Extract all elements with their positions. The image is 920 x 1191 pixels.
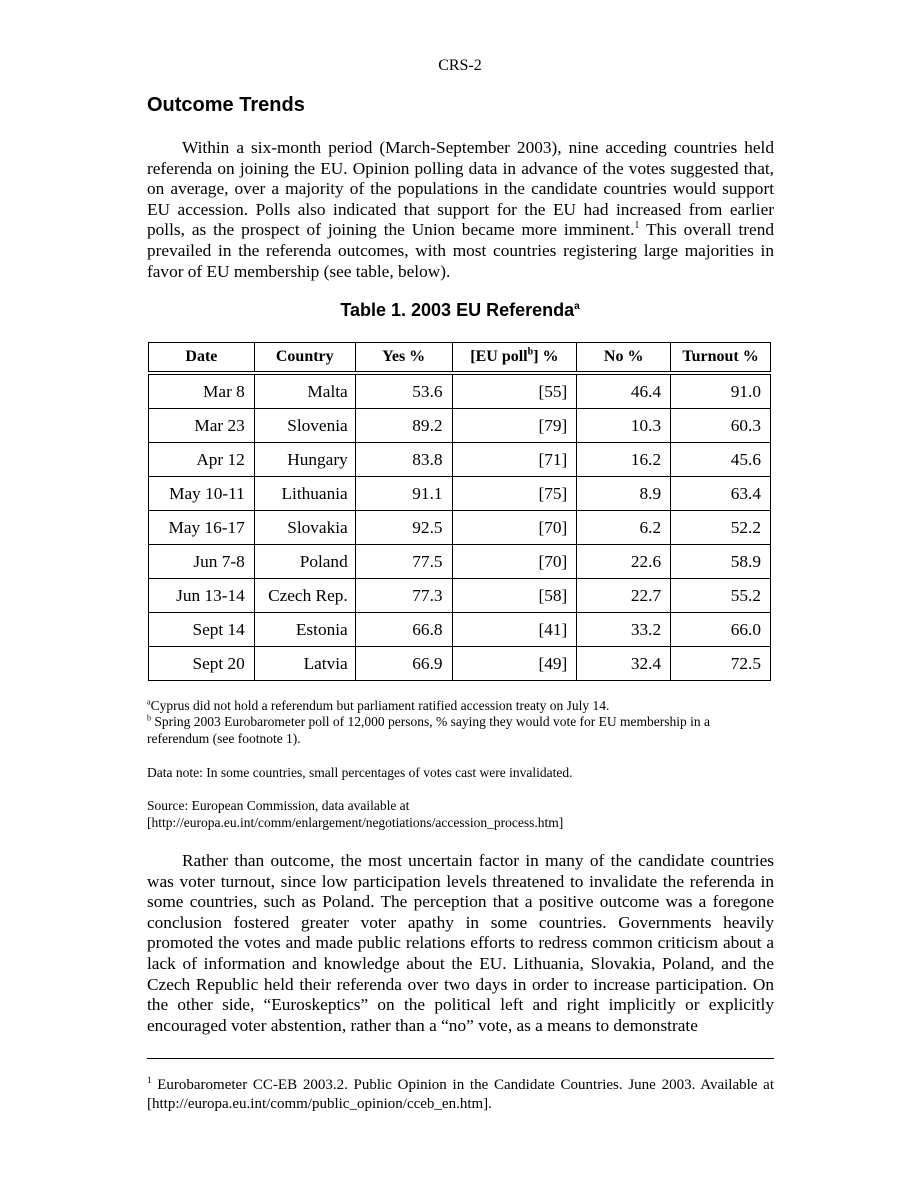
table-title-note-mark: a: [574, 301, 580, 312]
cell-date: Mar 23: [149, 409, 255, 443]
cell-no: 10.3: [577, 409, 671, 443]
cell-turnout: 60.3: [671, 409, 771, 443]
cell-no: 22.6: [577, 545, 671, 579]
intro-text-b: This overall trend prevailed in the referenda outcomes, with most countries registering large majorities in favor of EU membership (see table, below).: [147, 220, 774, 281]
cell-country: Hungary: [254, 443, 355, 477]
cell-yes: 89.2: [355, 409, 452, 443]
note-a-mark: a: [147, 697, 151, 707]
cell-yes: 53.6: [355, 373, 452, 409]
footnote-text: Eurobarometer CC-EB 2003.2. Public Opinion in the Candidate Countries. June 2003. Available at [http://europa.eu.int/comm/public_opinion/cceb_en.htm].: [147, 1077, 774, 1112]
cell-yes: 66.9: [355, 647, 452, 681]
page-footnote: [147, 1076, 774, 1114]
cell-country: Malta: [254, 373, 355, 409]
cell-yes: 77.3: [355, 579, 452, 613]
cell-date: Jun 7-8: [149, 545, 255, 579]
table-row: [149, 477, 771, 511]
cell-poll: [70]: [452, 511, 577, 545]
table-row: [149, 579, 771, 613]
cell-poll: [55]: [452, 373, 577, 409]
intro-paragraph: [147, 138, 774, 282]
cell-date: Sept 14: [149, 613, 255, 647]
table-row: [149, 511, 771, 545]
intro-text-a: Within a six-month period (March-September 2003), nine acceding countries held referenda on joining the EU. Opinion polling data in advance of the votes suggested that, on average, over a majority of the populations in the candidate countries would support EU accession. Polls also indicated that support for the EU had increased from earlier polls, as the prospect of joining the Union became more imminent.: [147, 138, 774, 240]
table-note-a: [147, 697, 774, 714]
cell-country: Slovakia: [254, 511, 355, 545]
cell-turnout: 52.2: [671, 511, 771, 545]
table-row: [149, 373, 771, 409]
cell-no: 6.2: [577, 511, 671, 545]
table-row: [149, 613, 771, 647]
cell-country: Latvia: [254, 647, 355, 681]
cell-date: Mar 8: [149, 373, 255, 409]
header-country: Country: [254, 343, 355, 374]
table-row: [149, 545, 771, 579]
header-yes: Yes %: [355, 343, 452, 374]
page-header: CRS-2: [438, 57, 482, 74]
cell-no: 16.2: [577, 443, 671, 477]
cell-no: 33.2: [577, 613, 671, 647]
table-header-row: [149, 343, 771, 374]
cell-poll: [49]: [452, 647, 577, 681]
header-eu-poll-note-mark: b: [527, 346, 534, 358]
cell-no: 8.9: [577, 477, 671, 511]
header-no: No %: [577, 343, 671, 374]
header-eu-poll-text: [EU poll: [470, 348, 528, 365]
cell-yes: 66.8: [355, 613, 452, 647]
cell-date: May 16-17: [149, 511, 255, 545]
cell-country: Lithuania: [254, 477, 355, 511]
cell-yes: 92.5: [355, 511, 452, 545]
table-note-b: [147, 713, 774, 747]
table-title-text: Table 1. 2003 EU Referenda: [340, 300, 575, 320]
note-b-text: Spring 2003 Eurobarometer poll of 12,000 persons, % saying they would vote for EU membership in a referendum (see footnote 1).: [147, 714, 711, 746]
cell-turnout: 72.5: [671, 647, 771, 681]
source-url: [http://europa.eu.int/comm/enlargement/negotiations/accession_process.htm]: [147, 815, 564, 830]
table-row: [149, 409, 771, 443]
table-row: [149, 647, 771, 681]
cell-poll: [58]: [452, 579, 577, 613]
cell-poll: [75]: [452, 477, 577, 511]
cell-no: 46.4: [577, 373, 671, 409]
data-note: Data note: In some countries, small percentages of votes cast were invalidated.: [147, 765, 573, 780]
cell-turnout: 55.2: [671, 579, 771, 613]
footnote-reference: 1: [634, 220, 640, 232]
cell-turnout: 63.4: [671, 477, 771, 511]
note-b-mark: b: [147, 713, 151, 723]
cell-yes: 83.8: [355, 443, 452, 477]
table-title: [0, 300, 920, 321]
cell-turnout: 66.0: [671, 613, 771, 647]
source-note: [147, 797, 774, 831]
cell-date: Apr 12: [149, 443, 255, 477]
cell-poll: [41]: [452, 613, 577, 647]
footnote-mark: 1: [147, 1075, 152, 1085]
referenda-table: [148, 342, 771, 681]
header-date: Date: [149, 343, 255, 374]
cell-poll: [70]: [452, 545, 577, 579]
note-a-text: Cyprus did not hold a referendum but parliament ratified accession treaty on July 14.: [150, 698, 610, 713]
cell-turnout: 91.0: [671, 373, 771, 409]
cell-date: Jun 13-14: [149, 579, 255, 613]
cell-no: 22.7: [577, 579, 671, 613]
cell-turnout: 58.9: [671, 545, 771, 579]
cell-yes: 91.1: [355, 477, 452, 511]
cell-country: Czech Rep.: [254, 579, 355, 613]
section-title: Outcome Trends: [147, 94, 305, 116]
cell-no: 32.4: [577, 647, 671, 681]
header-eu-poll: [452, 343, 577, 374]
cell-country: Slovenia: [254, 409, 355, 443]
footnote-divider: [147, 1058, 774, 1059]
cell-country: Poland: [254, 545, 355, 579]
cell-date: May 10-11: [149, 477, 255, 511]
header-turnout: Turnout %: [671, 343, 771, 374]
cell-poll: [79]: [452, 409, 577, 443]
source-line-1: Source: European Commission, data available at: [147, 798, 410, 813]
turnout-paragraph: Rather than outcome, the most uncertain factor in many of the candidate countries was voter turnout, since low participation levels threatened to invalidate the referenda in some countries, such as Poland. The perception that a positive outcome was a foregone conclusion fostered greater voter apathy in some countries. Governments heavily promoted the votes and made public relations efforts to redress common criticism about a lack of information and knowledge about the EU. Lithuania, Slovakia, Poland, and the Czech Republic held their referenda over two days in order to increase participation. On the other side, “Euroskeptics” on the political left and right implicitly or explicitly encouraged voter abstention, rather than a “no” vote, as a means to demonstrate: [147, 851, 774, 1035]
cell-yes: 77.5: [355, 545, 452, 579]
cell-date: Sept 20: [149, 647, 255, 681]
header-eu-poll-suffix: ] %: [533, 348, 559, 365]
cell-poll: [71]: [452, 443, 577, 477]
cell-country: Estonia: [254, 613, 355, 647]
cell-turnout: 45.6: [671, 443, 771, 477]
table-row: [149, 443, 771, 477]
